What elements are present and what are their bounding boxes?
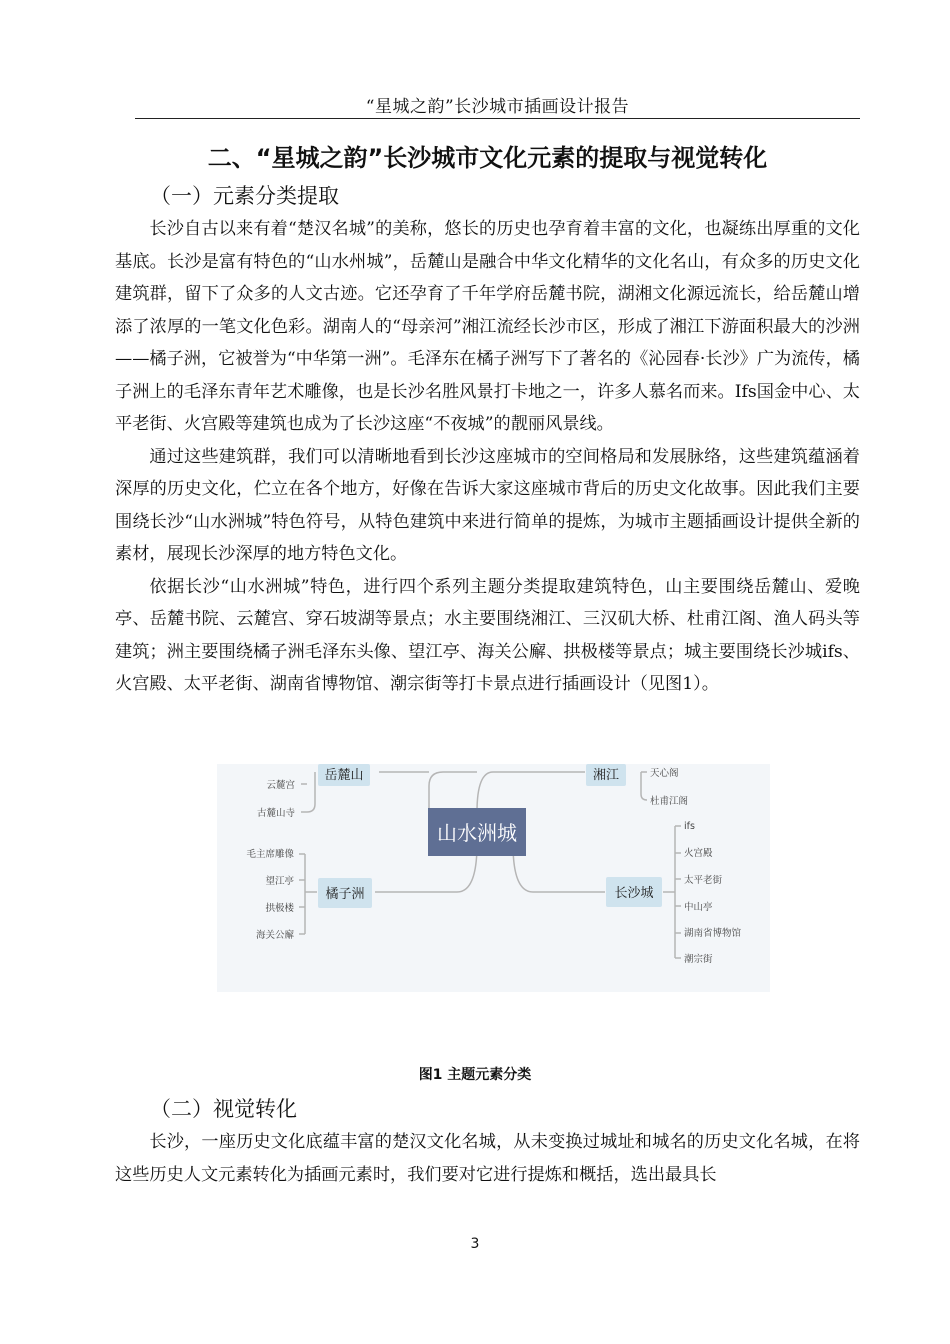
paragraph: 依据长沙“山水洲城”特色，进行四个系列主题分类提取建筑特色，山主要围绕岳麓山、爱晚亭、岳麓书院、云麓宫、穿石坡湖等景点；水主要围绕湘江、三汉矶大桥、杜甫江阁、渔人码头等建筑；洲主要围绕橘子洲毛泽东头像、望江亭、海关公廨、拱极楼等景点；城主要围绕长沙城ifs、火宫殿、太平老街、湖南省博物馆、潮宗街等打卡景点进行插画设计（见图1）。: [115, 576, 860, 694]
mindmap-branch-label: 长沙城: [614, 886, 654, 901]
connector-line: [641, 772, 647, 800]
page-number: 3: [470, 1236, 480, 1252]
mindmap-leaf: 海关公廨: [255, 930, 294, 941]
mindmap-leaf: 潮宗街: [684, 954, 713, 965]
mindmap-leaf: 天心阁: [650, 768, 679, 779]
mindmap-branch-label: 湘江: [592, 768, 620, 783]
paragraph: 长沙，一座历史文化底蕴丰富的楚汉文化名城，从未变换过城址和城名的历史文化名城，在将这些历史人文元素转化为插画元素时，我们要对它进行提炼和概括，选出最具长: [115, 1132, 860, 1185]
mindmap-leaf: 古麓山寺: [256, 808, 295, 819]
paragraph: 长沙自古以来有着“楚汉名城”的美称，悠长的历史也孕育着丰富的文化，也凝练出厚重的文化基底。长沙是富有特色的“山水州城”，岳麓山是融合中华文化精华的文化名山，有众多的历史文化建筑群，留下了众多的人文古迹。它还孕育了千年学府岳麓书院，湖湘文化源远流长，给岳麓山增添了浓厚的一笔文化色彩。湖南人的“母亲河”湘江流经长沙市区，形成了湘江下游面积最大的沙洲——橘子洲，它被誉为“中华第一洲”。毛泽东在橘子洲写下了著名的《沁园春·长沙》广为流传，橘子洲上的毛泽东青年艺术雕像，也是长沙名胜风景打卡地之一，许多人慕名而来。Ifs国金中心、太平老街、火宫殿等建筑也成为了长沙这座“不夜城”的靓丽风景线。: [115, 219, 860, 434]
connector-line: [301, 772, 315, 812]
paragraph: 通过这些建筑群，我们可以清晰地看到长沙这座城市的空间格局和发展脉络，这些建筑蕴涵着深厚的历史文化，伫立在各个地方，好像在告诉大家这座城市背后的历史文化故事。因此我们主要围绕长沙“山水洲城”特色符号，从特色建筑中来进行简单的提炼，为城市主题插画设计提供全新的素材，展现长沙深厚的地方特色文化。: [115, 446, 860, 564]
connector-line: [477, 772, 585, 812]
connector-line: [429, 772, 477, 786]
connector-line: [663, 826, 681, 958]
mindmap-branch-label: 岳麓山: [324, 768, 364, 783]
header-rule: [135, 118, 860, 119]
mindmap-leaf: 火宫殿: [684, 848, 713, 859]
mindmap-leaf: 太平老街: [684, 875, 723, 886]
mindmap-leaf: 望江亭: [265, 876, 294, 887]
figure-caption: 图1 主题元素分类: [418, 1067, 532, 1083]
section-body-1: [115, 213, 860, 701]
mindmap-branch-label: 橘子洲: [325, 887, 365, 902]
subsection-title-1: （一）元素分类提取: [150, 184, 339, 208]
mindmap-leaf: 拱极楼: [265, 903, 294, 914]
mindmap-leaf: ifs: [684, 821, 695, 832]
mindmap-leaf: 云麓宫: [266, 780, 295, 791]
section-body-2: [115, 1126, 860, 1191]
mindmap-leaf: 中山亭: [684, 902, 713, 913]
mindmap-leaf: 杜甫江阁: [650, 796, 689, 807]
mindmap-diagram: [217, 764, 770, 992]
section-title: 二、“星城之韵”长沙城市文化元素的提取与视觉转化: [207, 144, 768, 172]
mindmap-figure: [217, 764, 770, 992]
mindmap-leaf: 毛主席雕像: [246, 849, 294, 860]
running-header: “星城之韵”长沙城市插画设计报告: [365, 97, 630, 117]
connector-line: [299, 854, 317, 934]
mindmap-center-label: 山水洲城: [437, 821, 517, 845]
connector-line: [513, 844, 605, 892]
subsection-title-2: （二）视觉转化: [150, 1097, 297, 1121]
mindmap-leaf: 湖南省博物馆: [684, 928, 742, 939]
